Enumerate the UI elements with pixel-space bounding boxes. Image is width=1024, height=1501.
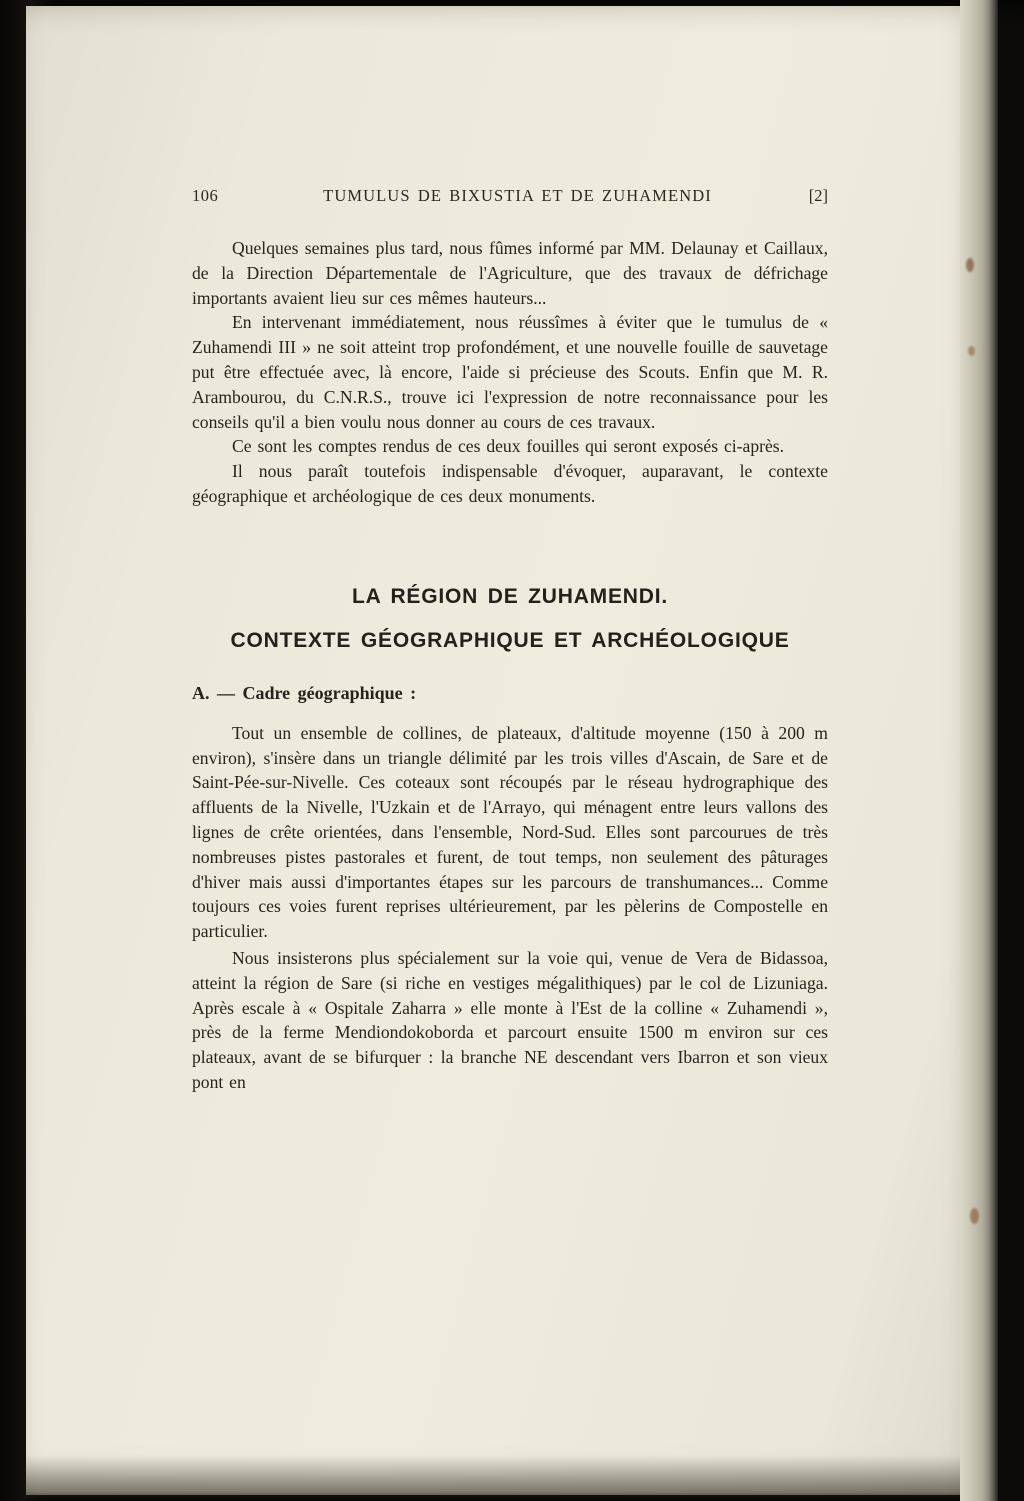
paragraph: Ce sont les comptes rendus de ces deux fouilles qui seront exposés ci-après. (232, 436, 785, 457)
running-title: TUMULUS DE BIXUSTIA ET DE ZUHAMENDI (323, 186, 712, 205)
paragraph: Il nous paraît toutefois indispensable d'évoquer, auparavant, le contexte géographique et archéologique de ces deux monuments. (192, 461, 828, 506)
book-page (26, 6, 960, 1495)
paragraph: En intervenant immédiatement, nous réussîmes à éviter que le tumulus de « Zuhamendi III » ne soit atteint trop profondément, et une nouvelle fouille de sauvetage put être effectuée avec, là encore, l'aide si précieuse des Scouts. Enfin que M. R. Arambourou, du C.N.R.S., trouve ici l'expression de notre reconnaissance pour les conseils qu'il a bien voulu nous donner au cours de ces travaux. (192, 312, 828, 432)
section-heading-line2: CONTEXTE GÉOGRAPHIQUE ET ARCHÉOLOGIQUE (230, 628, 790, 652)
page-stain (966, 258, 974, 272)
column-reference: [2] (808, 186, 828, 205)
page-stain (968, 346, 975, 356)
paragraph: Tout un ensemble de collines, de plateaux, d'altitude moyenne (150 à 200 m environ), s'insère dans un triangle délimité par les trois villes d'Ascain, de Sare et de Saint-Pée-sur-Nivelle. Ces coteaux sont récoupés par le réseau hydrographique des affluents de la Nivelle, l'Uzkain et de l'Arrayo, qui ménagent entre leurs vallons des lignes de crête orientées, dans l'ensemble, Nord-Sud. Elles sont parcourues de très nombreuses pistes pastorales et furent, de tout temps, non seulement des pâturages d'hiver mais aussi d'importantes étapes sur les parcours de transhumances... Comme toujours ces voies furent reprises ultérieurement, par les pèlerins de Compostelle en particulier. (192, 722, 828, 942)
paragraph: Quelques semaines plus tard, nous fûmes informé par MM. Delaunay et Caillaux, de la Direction Départementale de l'Agriculture, que des travaux de défrichage importants avaient lieu sur ces mêmes hauteurs... (192, 238, 828, 308)
section-heading-line1: LA RÉGION DE ZUHAMENDI. (352, 584, 668, 608)
page-header (192, 186, 828, 206)
paragraph: Nous insisterons plus spécialement sur la voie qui, venue de Vera de Bidassoa, atteint la région de Sare (si riche en vestiges mégalithiques) par le col de Lizuniaga. Après escale à « Ospitale Zaharra » elle monte à l'Est de la colline « Zuhamendi », près de la ferme Mendiondokoborda et parcourt ensuite 1500 m environ sur ces plateaux, avant de se bifurquer : la branche NE descendant vers Ibarron et son vieux pont en (192, 947, 828, 1092)
page-edge-stack (960, 0, 998, 1501)
section-subheading: A. — Cadre géographique : (192, 682, 417, 703)
page-number: 106 (192, 186, 219, 205)
binding-shadow (26, 1455, 960, 1501)
page-content (192, 186, 828, 1095)
page-stain (970, 1208, 979, 1224)
